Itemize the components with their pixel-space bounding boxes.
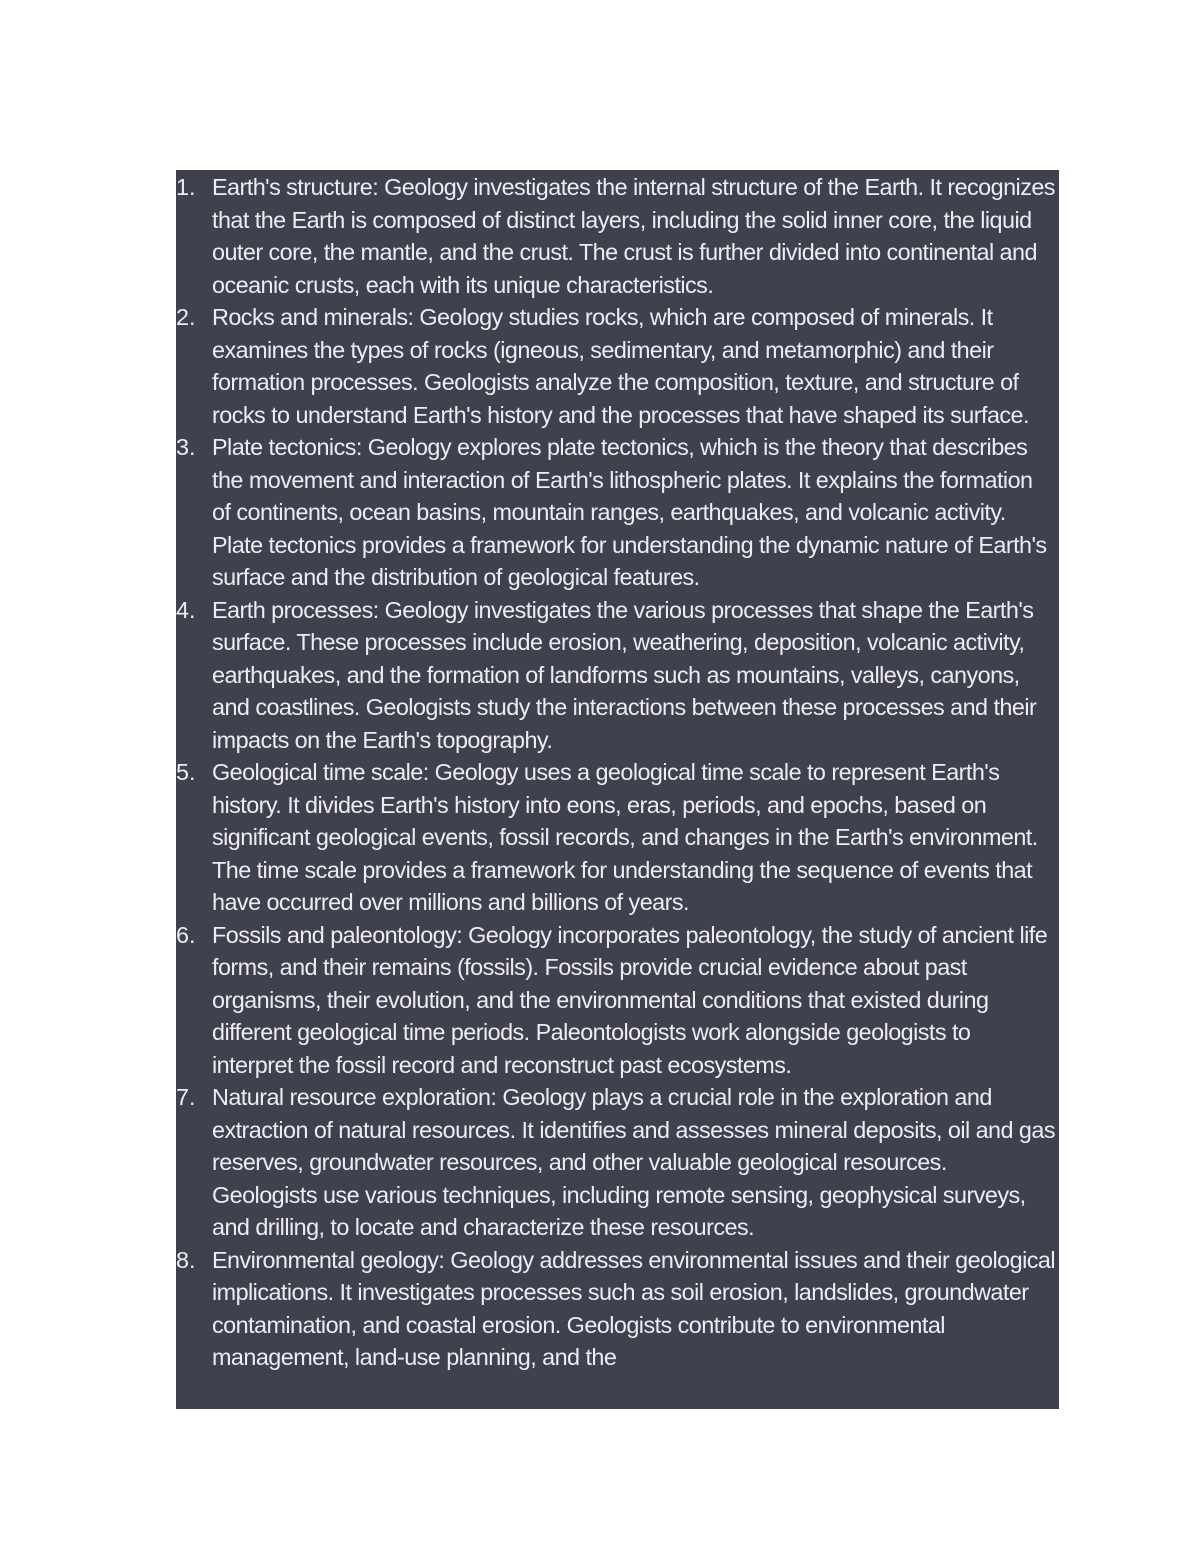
- list-item-text: Earth's structure: Geology investigates the internal structure of the Earth. It recognizes that the Earth is composed of distinct layers, including the solid inner core, the liquid outer core, the mantle, and the crust. The crust is further divided into continental and oceanic crusts, each with its unique characteristics.: [212, 174, 1055, 298]
- list-item-number: 6.: [176, 921, 196, 948]
- list-item-number: 4.: [176, 596, 196, 623]
- list-item-number: 1.: [176, 174, 196, 200]
- list-item: [176, 171, 1059, 301]
- list-item-number: 3.: [176, 434, 196, 460]
- list-item: [176, 1081, 1059, 1244]
- list-item-text: Earth processes: Geology investigates the various processes that shape the Earth's surface. These processes include erosion, weathering, deposition, volcanic activity, earthquakes, and the formation of landforms such as mountains, valleys, canyons, and coastlines. Geologists study the interactions between these processes and their impacts on the Earth's topography.: [212, 596, 1037, 753]
- list-item: [176, 1244, 1059, 1374]
- dark-text-panel: [176, 170, 1059, 1409]
- numbered-list: [176, 171, 1059, 1374]
- list-item-text: Environmental geology: Geology addresses environmental issues and their geological implications. It investigates processes such as soil erosion, landslides, groundwater contamination, and coastal erosion. Geologists contribute to environmental management, land-use planning, and the: [212, 1246, 1055, 1370]
- list-item-text: Geological time scale: Geology uses a geological time scale to represent Earth's history. It divides Earth's history into eons, eras, periods, and epochs, based on significant geological events, fossil records, and changes in the Earth's environment. The time scale provides a framework for understanding the sequence of events that have occurred over millions and billions of years.: [212, 759, 1038, 915]
- list-item: [176, 919, 1059, 1082]
- list-item-text: Plate tectonics: Geology explores plate tectonics, which is the theory that describes the movement and interaction of Earth's lithospheric plates. It explains the formation of continents, ocean basins, mountain ranges, earthquakes, and volcanic activity. Plate tectonics provides a framework for understanding the dynamic nature of Earth's surface and the distribution of geological features.: [212, 434, 1047, 590]
- list-item: [176, 756, 1059, 919]
- list-item-number: 2.: [176, 304, 196, 330]
- list-item: [176, 301, 1059, 431]
- list-item-number: 7.: [176, 1084, 196, 1110]
- list-item: [176, 431, 1059, 594]
- list-item-text: Natural resource exploration: Geology plays a crucial role in the exploration and extraction of natural resources. It identifies and assesses mineral deposits, oil and gas reserves, groundwater resources, and other valuable geological resources. Geologists use various techniques, including remote sensing, geophysical surveys, and drilling, to locate and characterize these resources.: [212, 1084, 1055, 1240]
- list-item-text: Fossils and paleontology: Geology incorporates paleontology, the study of ancient life forms, and their remains (fossils). Fossils provide crucial evidence about past organisms, their evolution, and the environmental conditions that existed during different geological time periods. Paleontologists work alongside geologists to interpret the fossil record and reconstruct past ecosystems.: [212, 921, 1048, 1078]
- list-item-number: 5.: [176, 759, 196, 785]
- list-item-number: 8.: [176, 1246, 196, 1273]
- list-item-text: Rocks and minerals: Geology studies rocks, which are composed of minerals. It examines the types of rocks (igneous, sedimentary, and metamorphic) and their formation processes. Geologists analyze the composition, texture, and structure of rocks to understand Earth's history and the processes that have shaped its surface.: [212, 304, 1029, 428]
- list-item: [176, 594, 1059, 757]
